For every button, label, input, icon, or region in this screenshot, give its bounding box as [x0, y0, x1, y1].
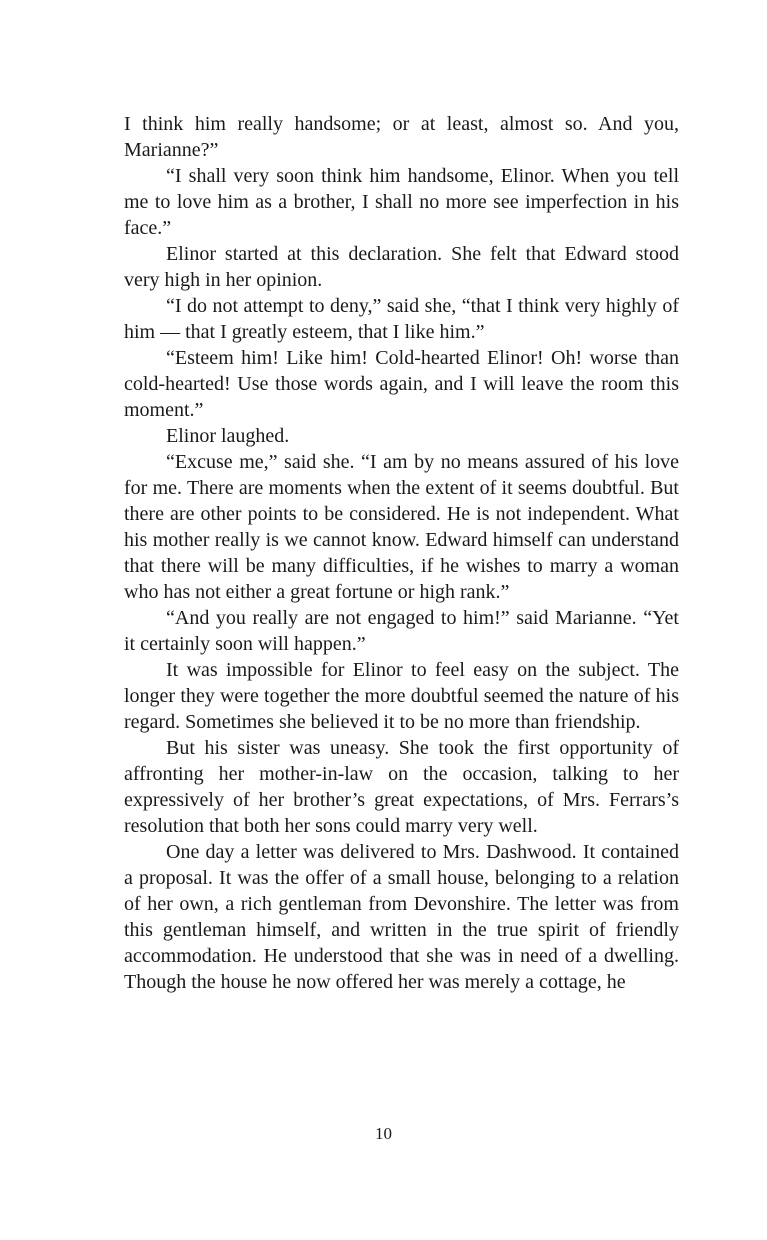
paragraph: Elinor started at this declaration. She felt that Edward stood very high in her opinion. — [124, 243, 679, 291]
paragraph: “Excuse me,” said she. “I am by no means assured of his love for me. There are moments when the extent of it seems doubtful. But there are other points to be considered. He is not independent. What his mother really is we cannot know. Edward himself can understand that there will be many difficulties, if he wishes to marry a woman who has not either a great fortune or high rank.” — [124, 451, 679, 603]
paragraph-continuation: I think him really handsome; or at least, almost so. And you, Marianne?” — [124, 113, 679, 161]
paragraph: It was impossible for Elinor to feel easy on the subject. The longer they were together the more doubtful seemed the nature of his regard. Sometimes she believed it to be no more than friendship. — [124, 659, 679, 733]
paragraph: “Esteem him! Like him! Cold-hearted Elinor! Oh! worse than cold-hearted! Use those words again, and I will leave the room this moment.” — [124, 347, 679, 421]
paragraph: “And you really are not engaged to him!” said Marianne. “Yet it certainly soon will happen.” — [124, 607, 679, 655]
paragraph: But his sister was uneasy. She took the first opportunity of affronting her mother-in-law on the occasion, talking to her expressively of her brother’s great expectations, of Mrs. Ferrars’s resolution that both her sons could marry very well. — [124, 737, 679, 837]
body-text — [124, 111, 679, 995]
paragraph: Elinor laughed. — [166, 425, 290, 447]
paragraph: “I do not attempt to deny,” said she, “that I think very highly of him — that I greatly esteem, that I like him.” — [124, 295, 679, 343]
page-number: 10 — [375, 1124, 392, 1143]
paragraph: One day a letter was delivered to Mrs. Dashwood. It contained a proposal. It was the offer of a small house, belonging to a relation of her own, a rich gentleman from Devonshire. The letter was from this gentleman himself, and written in the true spirit of friendly accommodation. He understood that she was in need of a dwelling. Though the house he now offered her was merely a cottage, he — [124, 841, 679, 993]
paragraph: “I shall very soon think him handsome, Elinor. When you tell me to love him as a brother, I shall no more see imperfection in his face.” — [124, 165, 679, 239]
